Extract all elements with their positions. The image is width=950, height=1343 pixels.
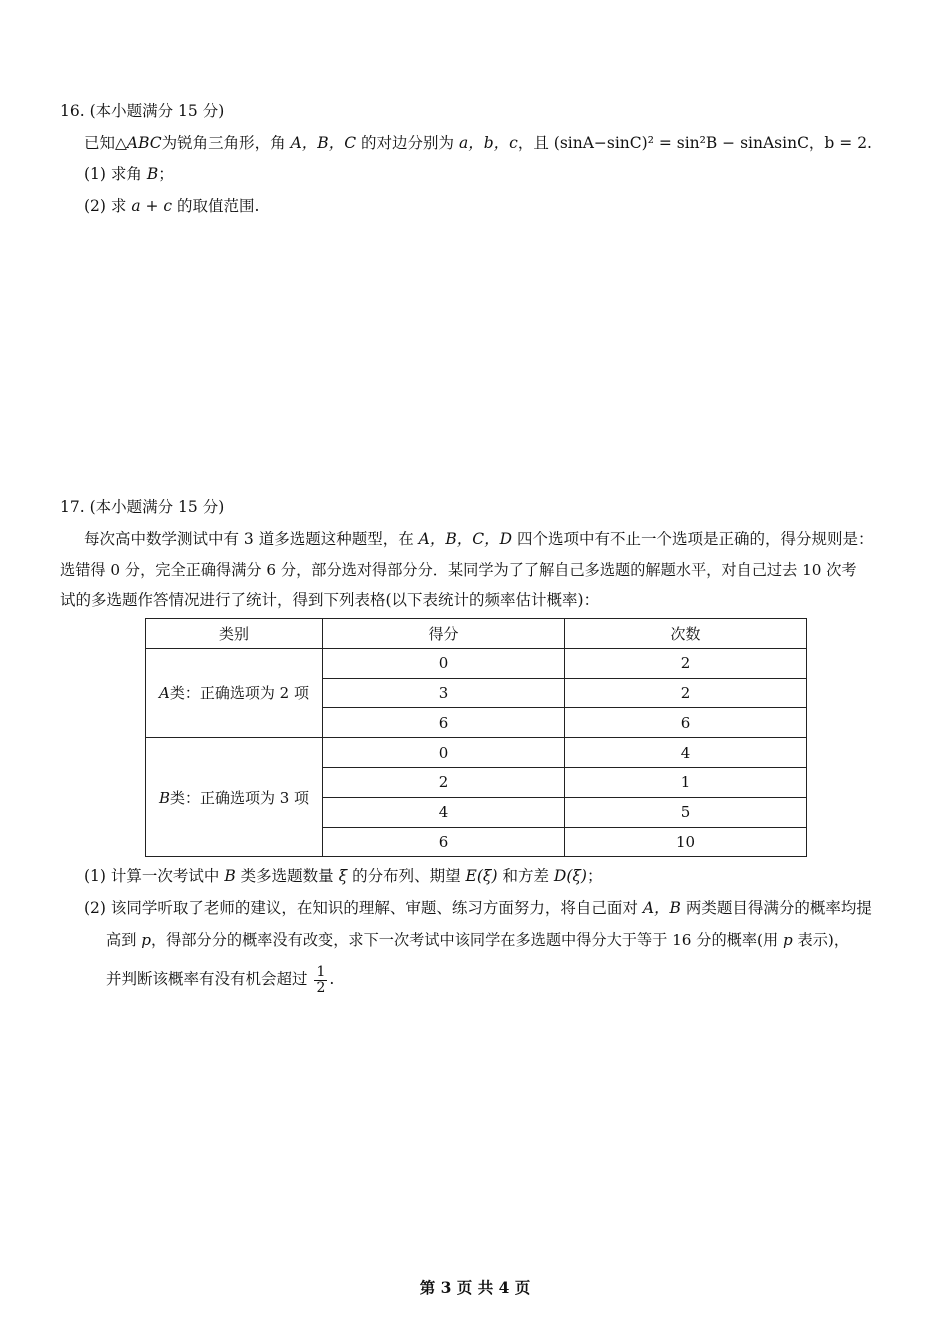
q17-part2-line2: 高到 p，得部分分的概率没有改变，求下一次考试中该同学在多选题中得分大于等于 16 分的概率(用 p 表示)， (106, 931, 850, 949)
q17-header: 17. (本小题满分 15 分) (60, 498, 225, 516)
table-cell: 0 (323, 738, 565, 768)
table-header-cell: 类别 (146, 619, 323, 649)
q17-stem-line3: 试的多选题作答情况进行了统计，得到下列表格(以下表统计的频率估计概率)： (60, 591, 600, 609)
table-cell: 5 (565, 797, 807, 827)
q17-part2-line3: 并判断该概率有没有机会超过 $\frac{1}{2}$ . (106, 963, 335, 996)
group-b-label: B类：正确选项为 3 项 (146, 738, 323, 857)
table-cell: 0 (323, 648, 565, 678)
fraction-one-half: $\frac{1}{2}$ (316, 963, 326, 996)
table-cell: 10 (565, 827, 807, 857)
table-cell: 4 (565, 738, 807, 768)
q17-stem-line2: 选错得 0 分，完全正确得满分 6 分，部分选对得部分分．某同学为了了解自己多选题的解题水平，对自己过去 10 次考 (60, 561, 857, 579)
q16-header: 16. (本小题满分 15 分) (60, 102, 225, 120)
q16-stem: 已知△ABC为锐角三角形，角 A，B，C 的对边分别为 a，b，c，且 (sinA−sinC)² = sin²B − sinAsinC，b = 2. (84, 134, 872, 152)
q16-part2: (2) 求 a + c 的取值范围. (84, 197, 260, 215)
page-footer: 第 3 页 共 4 页 (419, 1278, 531, 1297)
table-row (146, 738, 807, 768)
table-row (146, 648, 807, 678)
table-cell: 4 (323, 797, 565, 827)
table-header-cell: 次数 (565, 619, 807, 649)
q16-part1: (1) 求角 B； (84, 165, 174, 183)
table-cell: 1 (565, 767, 807, 797)
q17-part1: (1) 计算一次考试中 B 类多选题数量 ξ 的分布列、期望 E(ξ) 和方差 D(ξ)； (84, 867, 603, 885)
table-cell: 2 (565, 678, 807, 708)
table-cell: 2 (565, 648, 807, 678)
table-cell: 6 (323, 827, 565, 857)
group-a-label: A类：正确选项为 2 项 (146, 648, 323, 737)
table-cell: 6 (323, 708, 565, 738)
table-cell: 3 (323, 678, 565, 708)
q17-stem-line1: 每次高中数学测试中有 3 道多选题这种题型，在 A，B，C，D 四个选项中有不止一个选项是正确的，得分规则是： (84, 530, 874, 548)
table-header-row (146, 619, 807, 649)
table-cell: 6 (565, 708, 807, 738)
table-cell: 2 (323, 767, 565, 797)
score-table (145, 618, 807, 857)
q17-part2-line1: (2) 该同学听取了老师的建议，在知识的理解、审题、练习方面努力，将自己面对 A，B 两类题目得满分的概率均提 (84, 899, 872, 917)
table-header-cell: 得分 (323, 619, 565, 649)
